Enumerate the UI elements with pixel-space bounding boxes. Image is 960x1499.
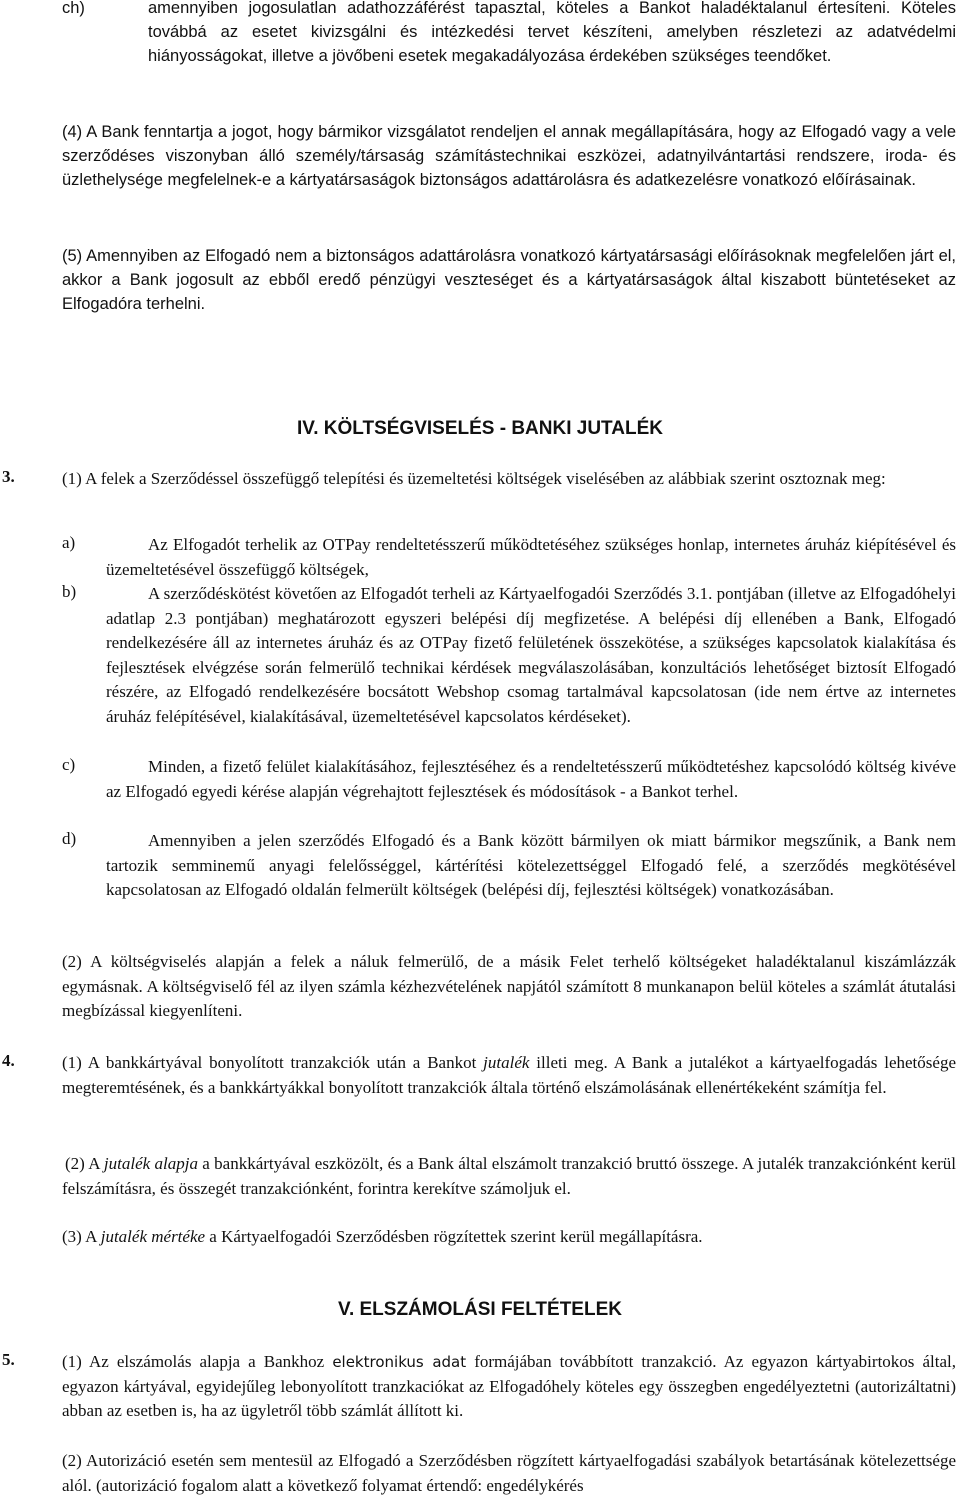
s4p3-emphasis: jutalék mértéke: [100, 1227, 206, 1246]
section-heading-v: V. ELSZÁMOLÁSI FELTÉTELEK: [338, 1299, 622, 1320]
paragraph-4: (4) A Bank fenntartja a jogot, hogy bármikor vizsgálatot rendeljen el annak megállapítására, hogy az Elfogadó vagy a vele szerződéses viszonyban álló személy/társaság számítástechnikai eszközei, adatnyilvántartási rendszere, iroda- és üzlethelysége megfelelnek-e a kártyatársaságok biztonságos adattárolásra és adatkezelésre vonatkozó előírásainak.: [62, 123, 956, 189]
list-label-b: b): [62, 582, 77, 601]
list-item-a-text: Az Elfogadót terhelik az OTPay rendeltetésszerű működtetéséhez szükséges honlap, internetes áruház kiépítésével és üzemeltetésével összefüggő költségek,: [106, 535, 956, 579]
s4p3-post: a Kártyaelfogadói Szerződésben rögzítettek szerint kerül megállapításra.: [205, 1227, 703, 1246]
paragraph-5: (5) Amennyiben az Elfogadó nem a biztonságos adattárolásra vonatkozó kártyatársasági előírásoknak megfelelően járt el, akkor a Bank jogosult az ebből eredő pénzügyi veszteséget és a kártyatársaságok által kiszabott büntetéseket az Elfogadóra terhelni.: [62, 247, 956, 313]
list-item-b: [106, 582, 956, 729]
s4p2-post: a bankkártyával eszközölt, és a Bank által elszámolt tranzakció bruttó összege. A jutalék tranzakciónként kerül felszámításra, és összegét tranzakciónként, forintra kerekítve számoljuk el.: [62, 1154, 956, 1198]
list-item-c: [106, 755, 956, 804]
list-item-d: [106, 829, 956, 903]
s5p1-electronic-data: elektronikus adat: [332, 1353, 467, 1371]
s4p2-emphasis: jutalék alapja: [103, 1154, 198, 1173]
item-label-ch: ch): [62, 0, 85, 17]
section-4-paragraph-3: [62, 1225, 956, 1250]
s4p2-pre: (2) A: [65, 1154, 104, 1173]
s5p1-pre: (1) Az elszámolás alapja a Bankhoz: [62, 1352, 333, 1371]
list-item-b-text: A szerződéskötést követően az Elfogadót terheli az Kártyaelfogadói Szerződés 3.1. pontjában (illetve az Elfogadóhelyi adatlap 2.3 pontjában) meghatározott egyszeri belépési díj megfizetése. A belépési díj ellenében a Bank, Elfogadó rendelkezésére áll az internetes áruház és az OTPay fizető felületének összekötése, a szükséges kapcsolatok kialakítása és fejlesztések elvégzése során felmerülő technikai kérdések megválaszolásában, konzultációs lehetőséget biztosít Elfogadó részére, az Elfogadó rendelkezésére bocsátott Webshop csomag tartalmával kapcsolatosan (ide nem értve az internetes áruház felépítésével, kialakításával, üzemeltetésével kapcsolatos kérdéseket).: [106, 584, 956, 726]
list-item-a: [106, 533, 956, 582]
list-item-d-text: Amennyiben a jelen szerződés Elfogadó és a Bank között bármilyen ok miatt bármikor megszűnik, a Bank nem tartozik semminemű anyagi felelősséggel, kártérítési kötelezettséggel Elfogadó felé, a szerződés megkötésével kapcsolatosan az Elfogadó oldalán felmerült költségek (belépési díj, fejlesztési költségek) vonatkozásában.: [106, 831, 956, 899]
section-4-paragraph-1: [62, 1051, 956, 1100]
list-label-c: c): [62, 755, 76, 774]
section-3-paragraph-2: (2) A költségviselés alapján a felek a náluk felmerülő, de a másik Felet terhelő költségeket haladéktalanul kiszámlázzák egymásnak. A költségviselő fél az ilyen számla kézhezvételének napjától számított 8 munkanapon belül köteles a számlát átutalási megbízással kiegyenlíteni.: [62, 952, 956, 1020]
section-number-5: 5.: [2, 1350, 15, 1369]
list-label-d: d): [62, 829, 77, 848]
section-number-3: 3.: [2, 467, 15, 486]
section-4-paragraph-2: [62, 1152, 956, 1201]
s5p1-post: formájában továbbított tranzakció. Az egyazon kártyabirtokos által, egyazon kártyával, egyidejűleg lebonyolított tranzkaciókat az Elfogadóhely köteles egy összegben engedélyeztetni (autorizáltatni) abban az esetben is, ha az ügyletről több számlát állított ki.: [62, 1352, 956, 1420]
section-5-paragraph-2: (2) Autorizáció esetén sem mentesül az Elfogadó a Szerződésben rögzített kártyaelfogadási szabályok betartásának kötelezettsége alól. (autorizáció fogalom alatt a következő folyamat értendő: engedélykérés: [62, 1451, 956, 1495]
list-label-a: a): [62, 533, 76, 552]
list-item-c-text: Minden, a fizető felület kialakításához, fejlesztéséhez és a rendeltetésszerű működtetéshez kapcsolódó költség kivéve az Elfogadó egyedi kérése alapján végrehajtott fejlesztések és módosítások - a Bankot terhel.: [106, 757, 956, 801]
section-number-4: 4.: [2, 1051, 15, 1070]
section-5-paragraph-1: [62, 1350, 956, 1424]
s4p1-pre: (1) A bankkártyával bonyolított tranzakciók után a Bankot: [62, 1053, 484, 1072]
s4p3-pre: (3) A: [62, 1227, 101, 1246]
s4p1-emphasis: jutalék: [483, 1053, 530, 1072]
item-text-ch: amennyiben jogosulatlan adathozzáférést tapasztal, köteles a Bankot haladéktalanul értesíteni. Köteles továbbá az esetet kivizsgálni és intézkedési tervet készíteni, amelyben részletezi az adatvédelmi hiányosságokat, illetve a jövőbeni esetek megakadályozása érdekében szükséges teendőket.: [148, 0, 956, 65]
section-heading-iv: IV. KÖLTSÉGVISELÉS - BANKI JUTALÉK: [297, 418, 663, 439]
section-3-paragraph-1: (1) A felek a Szerződéssel összefüggő telepítési és üzemeltetési költségek viselésében az alábbiak szerint osztoznak meg:: [62, 469, 886, 488]
s4p1-post: illeti meg. A Bank a jutalékot a kártyaelfogadás lehetősége megteremtésének, és a bankkártyákkal bonyolított tranzakciók általa történő elszámolásának ellenértékeként számítja fel.: [62, 1053, 956, 1097]
